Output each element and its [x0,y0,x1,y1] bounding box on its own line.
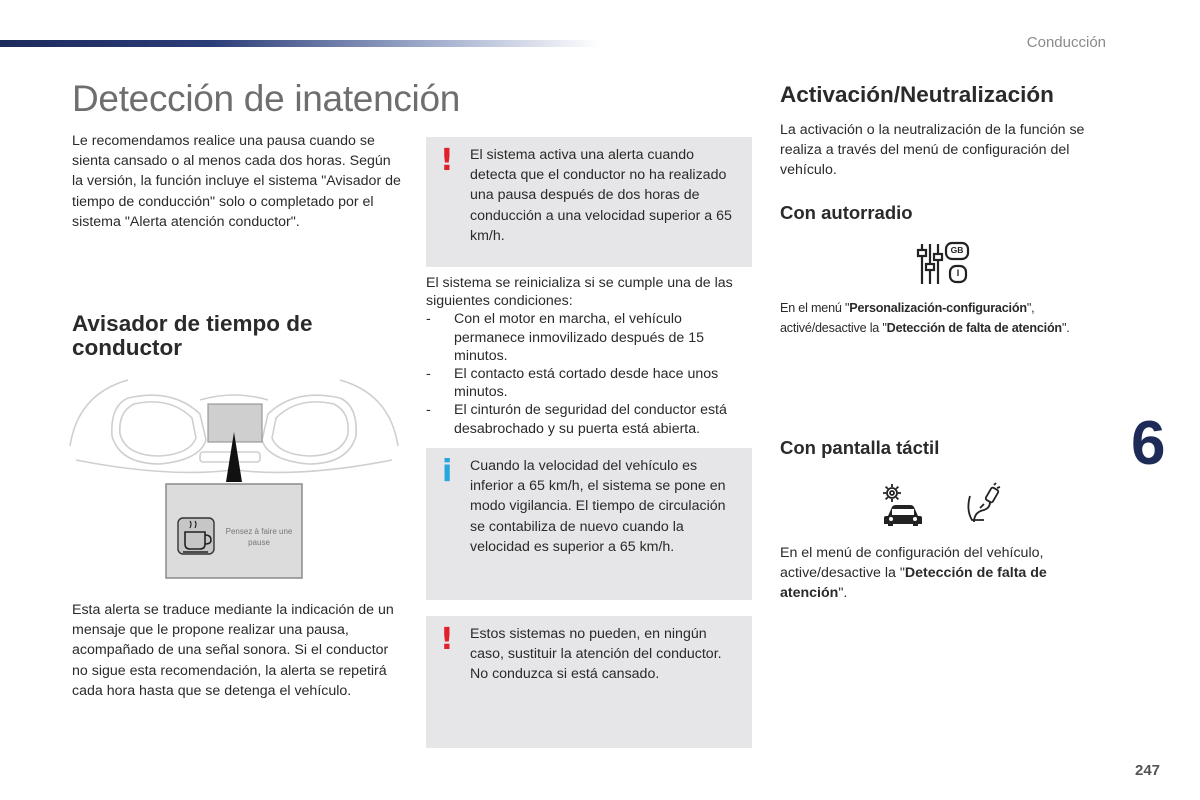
condition-item: - El contacto está cortado desde hace unos minutos. [426,365,756,401]
seatbelt-sensor-icon [960,482,1006,528]
text-span: En el menú de configuración del vehículo, active/desactive la " [780,545,1044,582]
info-note-text: Cuando la velocidad del vehículo es inferior a 65 km/h, el sistema se pone en modo vigilancia. El tiempo de circulación se contabiliza de nuevo cuando la velocidad es superior a 65 km/h. [470,458,726,555]
warning-note-2 [426,616,752,748]
driving-time-heading: Avisador de tiempo de conductor [72,311,313,360]
car-gear-icon [880,482,926,528]
warning-note-1 [426,137,752,267]
language-badge: GB [950,245,964,255]
function-name: Detección de falta de atención [780,565,1047,602]
warning-icon: ! [440,622,454,657]
menu-name: Personalización-configuración [849,301,1027,315]
radio-instructions [780,298,1120,338]
text-span: ". [838,585,848,602]
info-icon: i [442,454,453,489]
info-badge: I [956,268,960,278]
reset-intro: El sistema se reinicializa si se cumple una de las siguientes condiciones: [426,275,733,310]
display-message: Pensez à faire une pause [225,527,293,547]
car-settings-icon [880,482,926,528]
conditions-list [426,310,756,437]
text-span: ". [1061,321,1070,335]
header-gradient-bar [0,40,600,47]
text-span: ", activé/desactive la " [780,301,1035,335]
page-number: 247 [1135,762,1161,779]
touchscreen-heading: Con pantalla táctil [780,437,940,458]
function-name: Detección de falta de atención [886,321,1062,335]
touchscreen-instructions [780,543,1100,604]
condition-item: - El cinturón de seguridad del conductor está desabrochado y su puerta está abierta. [426,401,756,437]
warning-note-1-text: El sistema activa una alerta cuando detecta que el conductor no ha realizado una pausa después de dos horas de conducción a una velocidad superior a 65 km/h. [470,147,732,244]
warning-icon: ! [440,143,454,178]
page-title: Detección de inatención [72,78,461,119]
section-label: Conducción [1026,34,1106,51]
warning-note-2-text: Estos sistemas no pueden, en ningún caso, sustituir la atención del conductor. No conduzca si está cansado. [470,626,722,683]
text-span: En el menú " [780,301,850,315]
activation-heading: Activación/Neutralización [780,82,1054,107]
instrument-cluster-drawing [68,374,400,580]
driver-assist-icon [960,482,1006,528]
alert-description: Esta alerta se traduce mediante la indicación de un mensaje que le propone realizar una pausa, acompañado de una señal sonora. Si el conductor no sigue esta recomendación, la alerta se repetirá cada hora hasta que se detenga el vehículo. [72,602,394,699]
radio-heading: Con autorradio [780,202,913,223]
dashboard-illustration [68,374,400,580]
condition-item: - Con el motor en marcha, el vehículo permanece inmovilizado después de 15 minutos. [426,310,756,365]
reset-conditions [426,274,756,438]
chapter-number: 6 [1131,409,1166,478]
info-note [426,448,752,600]
radio-settings-icon [916,240,972,286]
activation-intro: La activación o la neutralización de la función se realiza a través del menú de configuración del vehículo. [780,122,1085,179]
intro-paragraph: Le recomendamos realice una pausa cuando se sienta cansado o al menos cada dos horas. Según la versión, la función incluye el sistema "Avisador de tiempo de conducción" solo o completado por el sistema "Alerta atención conductor". [72,133,401,230]
